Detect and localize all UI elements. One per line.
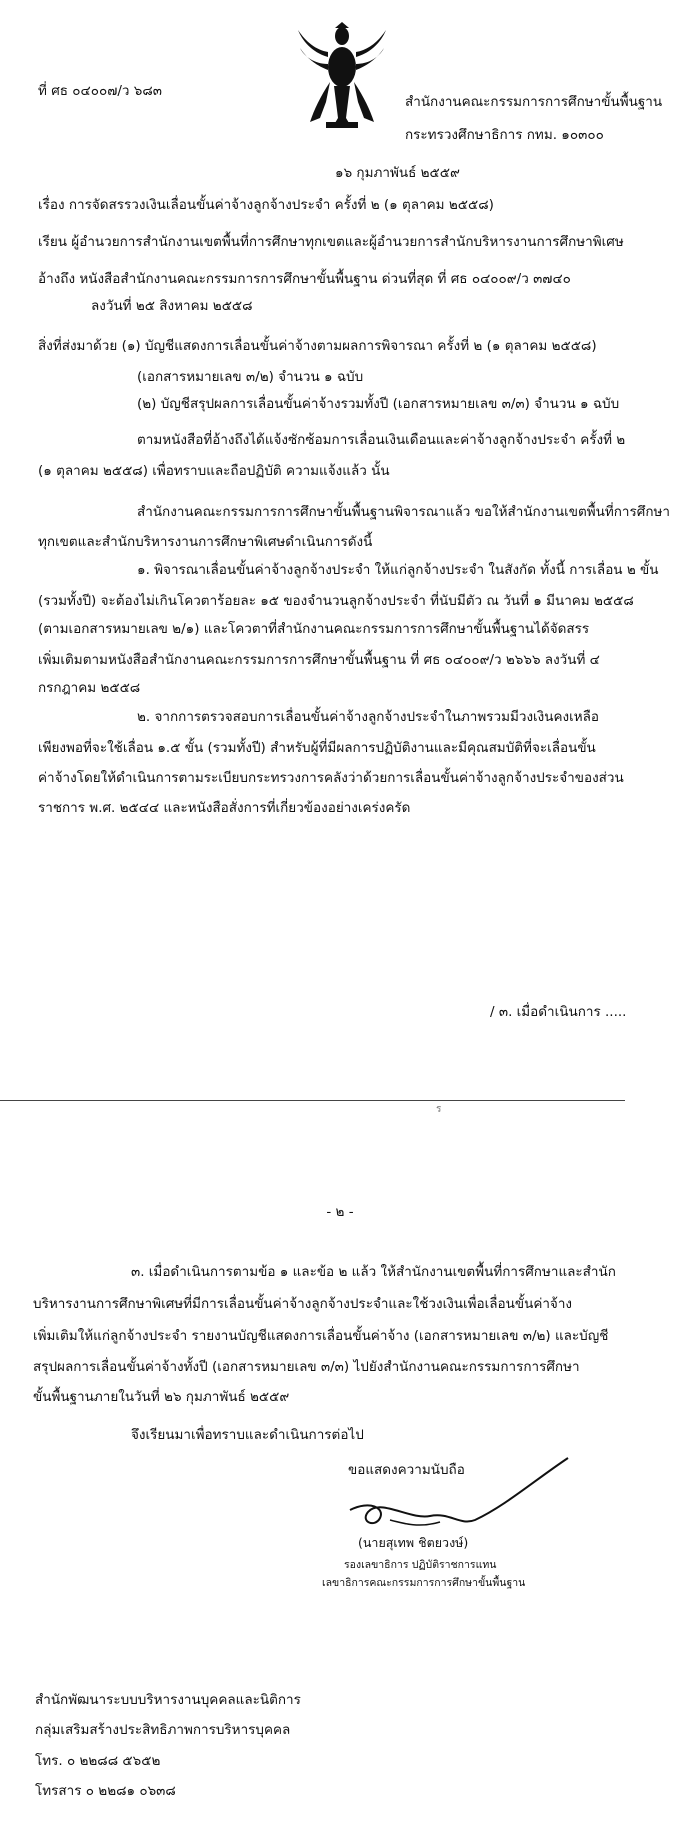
organization-address: กระทรวงศึกษาธิการ กทม. ๑๐๓๐๐ [405, 127, 604, 143]
item-2-line-4: ราชการ พ.ศ. ๒๕๔๔ และหนังสือสั่งการที่เกี่ยวข้องอย่างเคร่งครัด [38, 800, 411, 816]
garuda-emblem [296, 22, 388, 132]
item-1-line-1: ๑. พิจารณาเลื่อนขั้นค่าจ้างลูกจ้างประจำ ให้แก่ลูกจ้างประจำ ในสังกัด ทั้งนี้ การเลื่อน ๒ ขั้น [137, 562, 659, 578]
paragraph-1-line-2: (๑ ตุลาคม ๒๕๕๘) เพื่อทราบและถือปฏิบัติ ความแจ้งแล้ว นั้น [38, 463, 390, 479]
handwritten-signature [330, 1450, 570, 1540]
item-3-line-1: ๓. เมื่อดำเนินการตามข้อ ๑ และข้อ ๒ แล้ว ให้สำนักงานเขตพื้นที่การศึกษาและสำนัก [131, 1264, 616, 1280]
paragraph-2-line-1: สำนักงานคณะกรรมการการศึกษาขั้นพื้นฐานพิจารณาแล้ว ขอให้สำนักงานเขตพื้นที่การศึกษา [137, 504, 670, 520]
page-number: - ๒ - [326, 1204, 354, 1220]
signer-title-2: เลขาธิการคณะกรรมการการศึกษาขั้นพื้นฐาน [322, 1577, 526, 1589]
signer-name: (นายสุเทพ ชิตยวงษ์) [358, 1535, 469, 1550]
item-3-line-2: บริหารงานการศึกษาพิเศษที่มีการเลื่อนขั้นค่าจ้างลูกจ้างประจำและใช้วงเงินเพื่อเลื่อนขั้นค่าจ้าง [33, 1296, 573, 1312]
item-3-line-4: สรุปผลการเลื่อนขั้นค่าจ้างทั้งปี (เอกสารหมายเลข ๓/๓) ไปยังสำนักงานคณะกรรมการการศึกษา [33, 1359, 580, 1375]
phone-line: โทร. ๐ ๒๒๘๘ ๕๖๕๒ [35, 1753, 161, 1769]
item-1-line-4: เพิ่มเติมตามหนังสือสำนักงานคณะกรรมการการศึกษาขั้นพื้นฐาน ที่ ศธ ๐๔๐๐๙/ว ๒๖๖๖ ลงวันที่ ๔ [38, 652, 600, 668]
item-1-line-5: กรกฎาคม ๒๕๕๘ [38, 680, 141, 696]
office-line-1: สำนักพัฒนาระบบบริหารงานบุคคลและนิติการ [35, 1692, 301, 1708]
document-number: ที่ ศธ ๐๔๐๐๗/ว ๖๘๓ [38, 83, 163, 99]
enclosure-line-3: (๒) บัญชีสรุปผลการเลื่อนขั้นค่าจ้างรวมทั้งปี (เอกสารหมายเลข ๓/๓) จำนวน ๑ ฉบับ [137, 396, 620, 412]
salutation-line: เรียน ผู้อำนวยการสำนักงานเขตพื้นที่การศึกษาทุกเขตและผู้อำนวยการสำนักบริหารงานการศึกษาพิเศษ [38, 234, 624, 250]
paragraph-1-line-1: ตามหนังสือที่อ้างถึงได้แจ้งซักซ้อมการเลื่อนเงินเดือนและค่าจ้างลูกจ้างประจำ ครั้งที่ ๒ [137, 432, 626, 448]
closing-line: จึงเรียนมาเพื่อทราบและดำเนินการต่อไป [131, 1427, 364, 1443]
document-date: ๑๖ กุมภาพันธ์ ๒๕๕๙ [335, 165, 460, 181]
office-line-2: กลุ่มเสริมสร้างประสิทธิภาพการบริหารบุคคล [35, 1722, 291, 1738]
enclosure-line-1: สิ่งที่ส่งมาด้วย (๑) บัญชีแสดงการเลื่อนขั้นค่าจ้างตามผลการพิจารณา ครั้งที่ ๒ (๑ ตุลาคม ๒๕๕๘) [38, 338, 597, 354]
edge-mark: ร [436, 1104, 442, 1115]
regards-line: ขอแสดงความนับถือ [348, 1462, 465, 1478]
paragraph-2-line-2: ทุกเขตและสำนักบริหารงานการศึกษาพิเศษดำเนินการดังนี้ [38, 534, 373, 550]
enclosure-line-2: (เอกสารหมายเลข ๓/๒) จำนวน ๑ ฉบับ [137, 369, 364, 385]
item-3-line-5: ขั้นพื้นฐานภายในวันที่ ๒๖ กุมภาพันธ์ ๒๕๕๙ [33, 1389, 290, 1405]
fax-line: โทรสาร ๐ ๒๒๘๑ ๐๖๓๘ [35, 1783, 176, 1799]
reference-line: อ้างถึง หนังสือสำนักงานคณะกรรมการการศึกษาขั้นพื้นฐาน ด่วนที่สุด ที่ ศธ ๐๔๐๐๙/ว ๓๗๔๐ [38, 271, 571, 287]
item-3-line-3: เพิ่มเติมให้แก่ลูกจ้างประจำ รายงานบัญชีแสดงการเลื่อนขั้นค่าจ้าง (เอกสารหมายเลข ๓/๒) และบัญชี [33, 1328, 609, 1344]
item-2-line-2: เพียงพอที่จะใช้เลื่อน ๑.๕ ขั้น (รวมทั้งปี) สำหรับผู้ที่มีผลการปฏิบัติงานและมีคุณสมบัติที่จะเลื่อนขั้น [38, 740, 596, 756]
reference-line-date: ลงวันที่ ๒๕ สิงหาคม ๒๕๕๘ [91, 298, 253, 314]
organization-name: สำนักงานคณะกรรมการการศึกษาขั้นพื้นฐาน [405, 94, 663, 110]
item-2-line-1: ๒. จากการตรวจสอบการเลื่อนขั้นค่าจ้างลูกจ้างประจำในภาพรวมมีวงเงินคงเหลือ [137, 709, 599, 725]
page-separator [0, 1100, 625, 1101]
item-1-line-2: (รวมทั้งปี) จะต้องไม่เกินโควตาร้อยละ ๑๕ ของจำนวนลูกจ้างประจำ ที่นับมีตัว ณ วันที่ ๑ มีนาคม ๒๕๕๘ [38, 593, 634, 609]
item-2-line-3: ค่าจ้างโดยให้ดำเนินการตามระเบียบกระทรวงการคลังว่าด้วยการเลื่อนขั้นค่าจ้างลูกจ้างประจำของส่วน [38, 770, 624, 786]
signer-title-1: รองเลขาธิการ ปฏิบัติราชการแทน [344, 1559, 497, 1571]
item-1-line-3: (ตามเอกสารหมายเลข ๒/๑) และโควตาที่สำนักงานคณะกรรมการการศึกษาขั้นพื้นฐานได้จัดสรร [38, 621, 590, 637]
subject-line: เรื่อง การจัดสรรวงเงินเลื่อนขั้นค่าจ้างลูกจ้างประจำ ครั้งที่ ๒ (๑ ตุลาคม ๒๕๕๘) [38, 197, 494, 213]
continued-marker: / ๓. เมื่อดำเนินการ ..... [490, 1004, 627, 1020]
